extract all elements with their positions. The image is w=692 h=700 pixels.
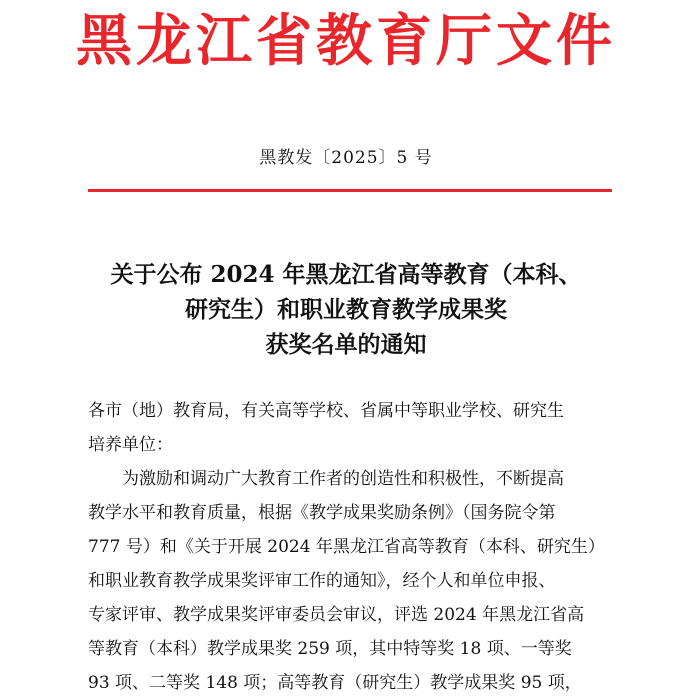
document-number: 黑教发〔2025〕5 号 xyxy=(259,148,433,168)
body-line: 各市（地）教育局，有关高等学校、省属中等职业学校、研究生 xyxy=(88,401,564,421)
body-line: 等教育（本科）教学成果奖 259 项，其中特等奖 18 项、一等奖 xyxy=(88,639,572,659)
body-line: 培养单位： xyxy=(88,435,173,455)
title-line: 研究生）和职业教育教学成果奖 xyxy=(185,296,507,323)
document-masthead: 黑龙江省教育厅文件 xyxy=(76,8,616,74)
title-line: 关于公布 2024 年黑龙江省高等教育（本科、 xyxy=(110,261,582,288)
body-line: 教学水平和教育质量，根据《教学成果奖励条例》（国务院令第 xyxy=(88,503,556,523)
body-line: 为激励和调动广大教育工作者的创造性和积极性，不断提高 xyxy=(122,469,564,489)
notice-body xyxy=(88,394,618,700)
body-line: 和职业教育教学成果奖评审工作的通知》，经个人和单位申报、 xyxy=(88,571,556,591)
body-line: 专家评审、教学成果奖评审委员会审议，评选 2024 年黑龙江省高 xyxy=(88,605,585,625)
body-line: 93 项、二等奖 148 项；高等教育（研究生）教学成果奖 95 项， xyxy=(88,673,582,693)
body-line: 777 号）和《关于开展 2024 年黑龙江省高等教育（本科、研究生） xyxy=(88,537,605,557)
red-divider-line xyxy=(88,189,612,192)
notice-title xyxy=(0,257,692,362)
title-line: 获奖名单的通知 xyxy=(265,331,427,358)
